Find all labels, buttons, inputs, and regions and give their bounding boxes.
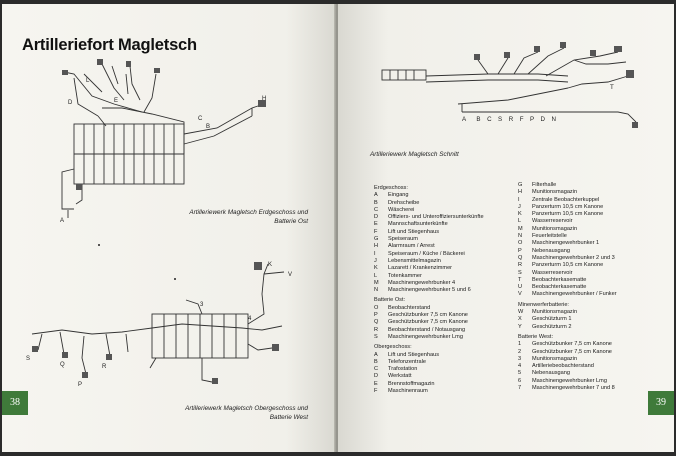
legend-key: A <box>374 351 378 358</box>
plan-label-r: R <box>102 364 107 370</box>
legend-description: Geschützbunker 7,5 cm Kanone <box>388 312 468 319</box>
legend-entry <box>374 236 524 243</box>
legend-key: Q <box>518 254 523 261</box>
legend-key: G <box>374 236 379 243</box>
caption-line: Batterie West <box>269 414 308 421</box>
legend-description: Panzerturm 10,5 cm Kanone <box>532 262 604 269</box>
legend-key: 3 <box>518 355 522 362</box>
legend-key: J <box>518 203 521 210</box>
legend-key: H <box>374 243 379 250</box>
caption-line: Artilleriewerk Magletsch Obergeschoss und <box>185 405 308 412</box>
legend-description: Maschinengewehrbunker 4 <box>388 279 456 286</box>
legend-entry <box>374 207 524 214</box>
legend-entry <box>374 373 524 380</box>
legend-key: K <box>374 265 378 272</box>
legend-description: Offiziers- und Unteroffiziersunterkünfte <box>388 214 484 221</box>
page-number-right: 39 <box>648 391 674 415</box>
legend-entry <box>518 189 658 196</box>
legend-key: 5 <box>518 370 522 377</box>
legend-description: Brennstoffmagazin <box>388 380 435 387</box>
legend-description: Geschützbunker 7,5 cm Kanone <box>532 341 612 348</box>
legend-entry <box>374 287 524 294</box>
legend-key: C <box>374 366 379 373</box>
legend-description: Werkstatt <box>388 373 412 380</box>
legend-key: I <box>518 196 520 203</box>
legend-description: Lazarett / Krankenzimmer <box>388 265 453 272</box>
legend-column-1 <box>374 182 524 395</box>
section-label-t: T <box>610 84 614 91</box>
legend-entry <box>374 221 524 228</box>
legend-description: Nebenausgang <box>532 370 570 377</box>
legend-description: Lift und Stiegenhaus <box>388 351 440 358</box>
legend-description: Munitionsmagazin <box>532 309 578 316</box>
legend-entry <box>374 381 524 388</box>
legend-entry <box>518 248 658 255</box>
legend-entry <box>374 258 524 265</box>
legend-entry <box>374 200 524 207</box>
legend-description: Wasserreservoir <box>532 269 573 276</box>
legend-key: I <box>374 250 376 257</box>
legend-entry <box>518 284 658 291</box>
legend-entry <box>374 327 524 334</box>
plan-label-h: H <box>262 96 267 102</box>
legend-key: R <box>518 262 523 269</box>
plan-label-k: K <box>268 262 273 268</box>
legend-entry <box>518 316 658 323</box>
legend-entry <box>518 182 658 189</box>
legend-description: Maschinengewehrbunker 7 und 8 <box>532 385 615 392</box>
legend-description: Maschinengewehrbunker 5 und 6 <box>388 287 471 294</box>
legend-entry <box>518 270 658 277</box>
legend-section-header: Minenwerferbatterie: <box>518 301 569 308</box>
legend-key: G <box>518 182 523 188</box>
ground-floor-plan <box>2 4 336 224</box>
legend-entry <box>518 385 658 392</box>
plan-label-q: Q <box>60 362 65 368</box>
legend-key: P <box>374 312 378 319</box>
plan-label-e: E <box>114 98 119 104</box>
legend-entry <box>518 324 658 331</box>
legend-description: Lebensmittelmagazin <box>388 257 441 264</box>
plan-label-d: D <box>68 100 73 106</box>
legend-entry <box>518 240 658 247</box>
legend-description: Munitionsmagazin <box>532 225 578 232</box>
page-number-left: 38 <box>2 391 28 415</box>
legend-description: Speiseraum / Küche / Bäckerei <box>388 250 465 257</box>
legend-description: Totenkammer <box>388 272 422 279</box>
legend-description: Artilleriebeobachterstand <box>532 363 594 370</box>
legend-section-header: Batterie Ost: <box>374 297 406 304</box>
legend-description: Maschinengewehrbunker 1 <box>532 240 600 247</box>
legend-entry <box>518 309 658 316</box>
plan-label-s: S <box>26 356 31 362</box>
legend-key: S <box>518 269 522 276</box>
legend-description: Panzerturm 10,5 cm Kanone <box>532 203 604 210</box>
legend-key: N <box>374 287 379 294</box>
legend-entry <box>374 192 524 199</box>
legend-description: Maschinengewehrbunker Lmg <box>388 333 463 340</box>
left-page <box>2 4 336 452</box>
legend-key: 6 <box>518 377 522 384</box>
legend-entry <box>518 226 658 233</box>
legend-key: L <box>518 218 522 225</box>
plan-label-a: A <box>60 218 65 224</box>
legend-section-header: Batterie West: <box>518 333 554 340</box>
legend-entry <box>374 305 524 312</box>
legend-entry <box>374 388 524 395</box>
legend-description: Feuerleitstelle <box>532 233 567 240</box>
legend-entry <box>374 352 524 359</box>
legend-entry <box>374 229 524 236</box>
legend-key: B <box>374 199 378 206</box>
legend-entry <box>518 378 658 385</box>
legend-description: Maschinengewehrbunker 2 und 3 <box>532 254 615 261</box>
legend-key: S <box>374 333 378 340</box>
legend-entry <box>374 312 524 319</box>
caption-upper-floor <box>152 404 308 422</box>
section-diagram <box>338 4 674 144</box>
legend-key: M <box>518 225 523 232</box>
section-label-row: A B C S R F P D N <box>462 116 559 123</box>
legend-key: K <box>518 211 522 218</box>
legend-entry <box>518 204 658 211</box>
legend-entry <box>518 197 658 204</box>
legend-description: Panzerturm 10,5 cm Kanone <box>532 211 604 218</box>
legend-key: O <box>518 240 523 247</box>
legend-entry <box>374 273 524 280</box>
legend-key: W <box>518 309 524 316</box>
plan-label-p: P <box>78 382 83 388</box>
legend-key: L <box>374 272 378 279</box>
legend-description: Speiseraum <box>388 236 418 243</box>
legend-entry <box>374 251 524 258</box>
legend-entry <box>374 334 524 341</box>
legend-description: Lift und Stiegenhaus <box>388 228 440 235</box>
legend-key: F <box>374 228 378 235</box>
legend-key: M <box>374 279 379 286</box>
plan-label-l: L <box>86 78 90 84</box>
legend-key: N <box>518 233 523 240</box>
legend-key: A <box>374 192 378 199</box>
legend-key: C <box>374 206 379 213</box>
legend-description: Munitionsmagazin <box>532 189 578 196</box>
legend-key: R <box>374 326 379 333</box>
legend-key: U <box>518 284 523 291</box>
legend-entry <box>518 291 658 298</box>
legend-description: Wäscherei <box>388 206 415 213</box>
legend-key: O <box>374 304 379 311</box>
legend-description: Beobachterstand / Notausgang <box>388 326 466 333</box>
legend-description: Geschützturm 2 <box>532 323 572 330</box>
legend-description: Maschinengewehrbunker Lmg <box>532 377 607 384</box>
legend-key: 2 <box>518 348 522 355</box>
legend-key: 1 <box>518 341 522 348</box>
legend-description: Wasserreservoir <box>532 218 573 225</box>
legend-column-2 <box>518 182 658 392</box>
legend-entry <box>518 363 658 370</box>
legend-key: F <box>374 388 378 395</box>
legend-entry <box>374 319 524 326</box>
stray-dot <box>174 278 176 280</box>
legend-key: V <box>518 291 522 298</box>
legend-key: E <box>374 380 378 387</box>
legend-description: Maschinenraum <box>388 388 428 395</box>
caption-line: Artilleriewerk Magletsch Erdgeschoss und <box>189 209 308 216</box>
legend-entry <box>518 262 658 269</box>
legend-entry <box>374 280 524 287</box>
legend-key: B <box>374 358 378 365</box>
legend-description: Munitionsmagazin <box>532 355 578 362</box>
legend-key: J <box>374 257 377 264</box>
legend-section-header: Obergeschoss: <box>374 344 412 351</box>
stray-dot <box>98 244 100 246</box>
legend-entry <box>518 370 658 377</box>
legend-key: Y <box>518 323 522 330</box>
legend-key: Q <box>374 319 379 326</box>
caption-line: Batterie Ost <box>274 218 308 225</box>
legend-entry <box>374 359 524 366</box>
legend-entry <box>374 265 524 272</box>
legend-entry <box>518 341 658 348</box>
legend-key: P <box>518 247 522 254</box>
legend-description: Beobachterstand <box>388 304 431 311</box>
legend-entry <box>518 211 658 218</box>
legend-entry <box>518 356 658 363</box>
legend-description: Nebenausgang <box>532 247 570 254</box>
legend-description: Zentrale Beobachterkuppel <box>532 196 600 203</box>
caption-section: Artilleriewerk Magletsch Schnitt <box>370 151 459 158</box>
plan-label-v: V <box>288 272 293 278</box>
legend-entry <box>518 349 658 356</box>
legend-entry <box>518 218 658 225</box>
legend-description: Geschützbunker 7,5 cm Kanone <box>388 319 468 326</box>
legend-description: Alarmraum / Arrest <box>388 243 435 250</box>
legend-key: 7 <box>518 385 522 392</box>
right-page <box>338 4 674 452</box>
legend-description: Drehscheibe <box>388 199 420 206</box>
plan-label-3: 3 <box>200 302 204 308</box>
legend-description: Maschinengewehrbunker / Funker <box>532 291 617 298</box>
legend-key: D <box>374 373 379 380</box>
legend-key: T <box>518 276 522 283</box>
legend-entry <box>518 255 658 262</box>
page-title: Artilleriefort Magletsch <box>22 36 197 54</box>
legend-section-header: Erdgeschoss: <box>374 185 408 191</box>
legend-description: Geschützbunker 7,5 cm Kanone <box>532 348 612 355</box>
legend-key: 4 <box>518 363 522 370</box>
legend-description: Filterhalle <box>532 182 557 188</box>
legend-description: Telefonzentrale <box>388 358 426 365</box>
legend-entry <box>374 366 524 373</box>
plan-label-c: C <box>198 116 203 122</box>
legend-key: E <box>374 221 378 228</box>
legend-description: Eingang <box>388 192 409 199</box>
legend-description: Geschützturm 1 <box>532 316 572 323</box>
plan-label-4: 4 <box>248 316 252 322</box>
upper-floor-plan <box>2 254 336 404</box>
legend-description: Beobachterkasematte <box>532 284 587 291</box>
legend-key: H <box>518 189 523 196</box>
legend-key: X <box>518 316 522 323</box>
legend-entry <box>374 214 524 221</box>
legend-description: Trafostation <box>388 366 418 373</box>
legend-entry <box>518 277 658 284</box>
plan-label-b: B <box>206 124 211 130</box>
legend-key: D <box>374 214 379 221</box>
caption-ground-floor <box>152 208 308 226</box>
legend-entry <box>518 233 658 240</box>
legend-description: Beobachterkasematte <box>532 276 587 283</box>
legend-entry <box>374 243 524 250</box>
legend-description: Mannschaftsunterkünfte <box>388 221 448 228</box>
